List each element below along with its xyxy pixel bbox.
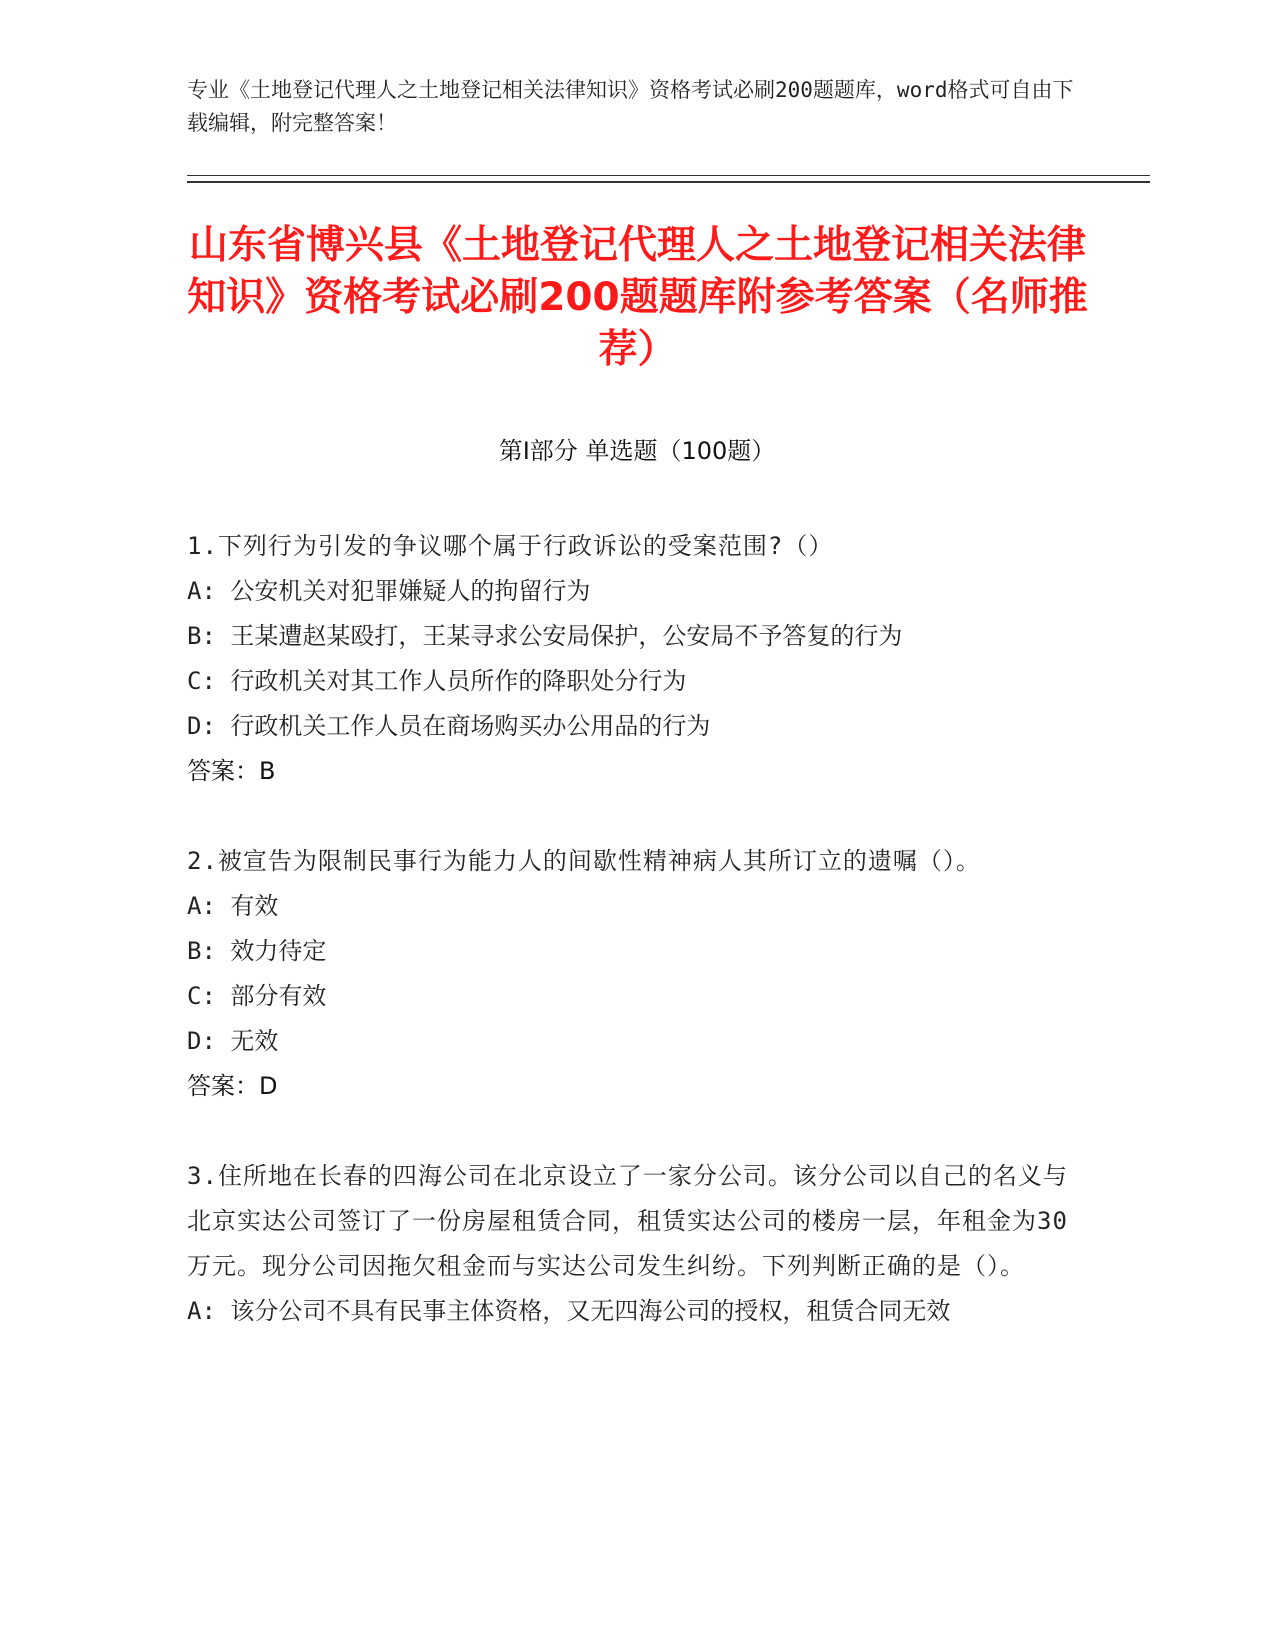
question-stem: 1.下列行为引发的争议哪个属于行政诉讼的受案范围?（） (187, 532, 834, 560)
option-d: D: 无效 (187, 1027, 279, 1055)
header-note: 专业《土地登记代理人之土地登记相关法律知识》资格考试必刷200题题库，word格式可自由下载编辑，附完整答案！ (187, 78, 1074, 135)
question-stem: 3.住所地在长春的四海公司在北京设立了一家分公司。该分公司以自己的名义与北京实达公司签订了一份房屋租赁合同，租赁实达公司的楼房一层，年租金为30万元。现分公司因拖欠租金而与实达公司发生纠纷。下列判断正确的是（）。 (187, 1162, 1068, 1280)
option-a: A: 公安机关对犯罪嫌疑人的拘留行为 (187, 577, 591, 605)
option-a: A: 有效 (187, 892, 279, 920)
question-list (187, 524, 1072, 1379)
question-2 (187, 839, 1072, 1109)
question-1 (187, 524, 1072, 794)
answer: 答案：B (187, 757, 276, 785)
option-d: D: 行政机关工作人员在商场购买办公用品的行为 (187, 712, 711, 740)
question-stem: 2.被宣告为限制民事行为能力人的间歇性精神病人其所订立的遗嘱（）。 (187, 847, 981, 875)
option-b: B: 王某遭赵某殴打，王某寻求公安局保护，公安局不予答复的行为 (187, 622, 903, 650)
answer: 答案：D (187, 1072, 278, 1100)
option-c: C: 部分有效 (187, 982, 327, 1010)
section-heading: 第Ⅰ部分 单选题（100题） (498, 437, 776, 465)
question-3 (187, 1154, 1072, 1334)
document-title: 山东省博兴县《土地登记代理人之土地登记相关法律知识》资格考试必刷200题题库附参考答案（名师推荐） (187, 223, 1088, 372)
header-divider-thick (187, 181, 1150, 183)
option-c: C: 行政机关对其工作人员所作的降职处分行为 (187, 667, 687, 695)
option-a: A: 该分公司不具有民事主体资格，又无四海公司的授权，租赁合同无效 (187, 1297, 951, 1325)
option-b: B: 效力待定 (187, 937, 327, 965)
header-divider-thin (187, 175, 1150, 176)
